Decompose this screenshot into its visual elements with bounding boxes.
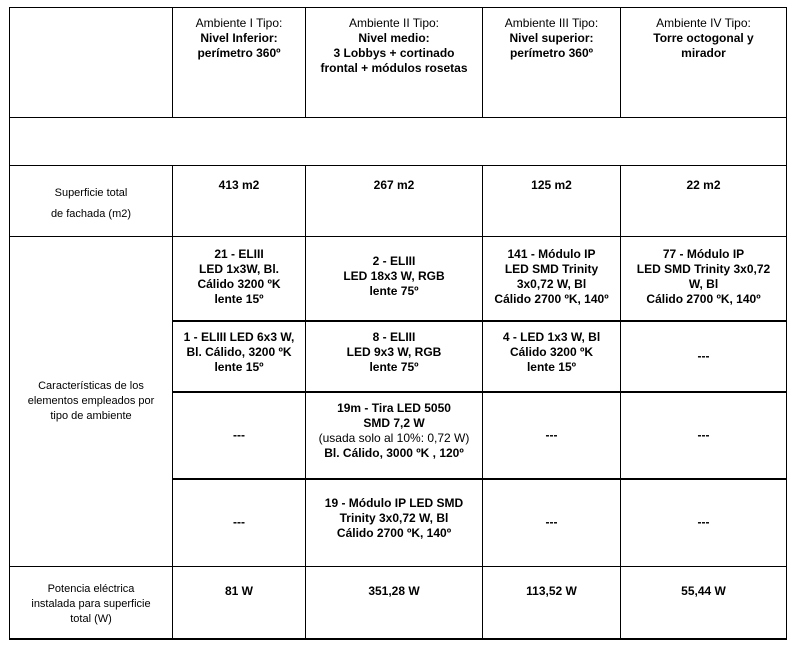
char-r3-amb4: ---	[621, 392, 787, 479]
power-amb4: 55,44 W	[621, 567, 787, 639]
header-amb3	[483, 8, 621, 118]
char-r1-amb4-l1: 77 - Módulo IP	[662, 247, 745, 261]
amb4-name2: mirador	[681, 46, 726, 60]
power-label	[10, 567, 173, 639]
char-r1-amb3-l3: 3x0,72 W, Bl	[516, 277, 587, 291]
spacer-cell	[10, 118, 787, 166]
amb3-type: Ambiente III Tipo:	[504, 16, 599, 30]
surface-amb3: 125 m2	[483, 166, 621, 237]
char-label-line1: Características de los	[38, 380, 144, 392]
char-r1-amb1-l3: Cálido 3200 ºK	[197, 277, 281, 291]
char-r1-amb2-l2: LED 18x3 W, RGB	[343, 269, 445, 283]
header-row	[10, 8, 787, 118]
amb1-name1: Nivel Inferior:	[200, 31, 278, 45]
char-r1-amb2	[306, 237, 483, 321]
lighting-table	[9, 7, 787, 640]
header-amb2	[306, 8, 483, 118]
char-r3-amb3: ---	[483, 392, 621, 479]
amb1-name2: perímetro 360º	[197, 46, 281, 60]
char-r1-amb4-l4: Cálido 2700 ºK, 140º	[646, 292, 761, 306]
char-r1-amb4-l3: W, Bl	[688, 277, 719, 291]
char-r3-amb2-l3: (usada solo al 10%: 0,72 W)	[318, 430, 470, 445]
char-r2-amb1-l2: Bl. Cálido, 3200 ºK	[186, 344, 292, 359]
char-r2-amb3-l1: 4 - LED 1x3 W, Bl	[502, 329, 601, 344]
char-r4-amb2-l1: 19 - Módulo IP LED SMD	[324, 495, 464, 510]
char-label-line3: tipo de ambiente	[50, 410, 132, 422]
char-r4-amb2	[306, 479, 483, 567]
char-r2-amb4: ---	[621, 321, 787, 392]
corner-cell	[10, 8, 173, 118]
char-r2-amb1-l1: 1 - ELIII LED 6x3 W,	[183, 329, 295, 344]
power-amb1: 81 W	[173, 567, 306, 639]
char-r1-amb1-l2: LED 1x3W, Bl.	[198, 262, 280, 276]
char-r1-amb2-l1: 2 - ELIII	[372, 254, 416, 268]
char-r2-amb1	[173, 321, 306, 392]
char-r2-amb3-l3: lente 15º	[526, 359, 577, 374]
char-r4-amb1: ---	[173, 479, 306, 567]
power-amb3: 113,52 W	[483, 567, 621, 639]
power-label-line3: total (W)	[70, 613, 112, 625]
char-r2-amb2-l1: 8 - ELIII	[372, 329, 416, 344]
char-r1-amb3-l2: LED SMD Trinity	[504, 262, 599, 276]
header-amb1	[173, 8, 306, 118]
power-label-line1: Potencia eléctrica	[47, 583, 135, 595]
char-r4-amb4: ---	[621, 479, 787, 567]
char-r1-amb4	[621, 237, 787, 321]
char-label-line2: elementos empleados por	[27, 395, 155, 407]
char-r4-amb3: ---	[483, 479, 621, 567]
amb1-type: Ambiente I Tipo:	[195, 16, 283, 30]
char-r2-amb2	[306, 321, 483, 392]
char-r1-amb3-l4: Cálido 2700 ºK, 140º	[494, 292, 609, 306]
char-r3-amb2-l1: 19m - Tira LED 5050	[337, 400, 451, 415]
char-r4-amb2-l3: Cálido 2700 ºK, 140º	[336, 525, 452, 540]
spacer-row	[10, 118, 787, 166]
char-r3-amb2-l4: Bl. Cálido, 3000 ºK , 120º	[324, 445, 464, 460]
characteristics-label	[10, 237, 173, 567]
amb2-type: Ambiente II Tipo:	[348, 16, 440, 30]
char-r3-amb1: ---	[173, 392, 306, 479]
surface-label	[10, 166, 173, 237]
char-r1-amb3-l1: 141 - Módulo IP	[507, 247, 596, 261]
char-r1-amb3	[483, 237, 621, 321]
char-r1-amb4-l2: LED SMD Trinity 3x0,72	[636, 262, 771, 276]
char-r4-amb2-l2: Trinity 3x0,72 W, Bl	[339, 510, 449, 525]
char-r2-amb3-l2: Cálido 3200 ºK	[509, 344, 594, 359]
power-label-line2: instalada para superficie	[31, 598, 151, 610]
amb3-name2: perímetro 360º	[509, 46, 594, 60]
amb4-type: Ambiente IV Tipo:	[656, 16, 751, 30]
char-r3-amb2	[306, 392, 483, 479]
amb4-name1: Torre octogonal y	[653, 31, 754, 45]
amb2-name2: 3 Lobbys + cortinado	[333, 46, 455, 60]
amb3-name1: Nivel superior:	[509, 31, 594, 45]
char-r2-amb2-l2: LED 9x3 W, RGB	[346, 344, 442, 359]
amb2-name1: Nivel medio:	[358, 31, 430, 45]
header-amb4	[621, 8, 787, 118]
char-r2-amb1-l3: lente 15º	[214, 359, 264, 374]
char-r2-amb3	[483, 321, 621, 392]
char-r1-amb1	[173, 237, 306, 321]
char-r1-amb2-l3: lente 75º	[369, 284, 419, 298]
surface-row	[10, 166, 787, 237]
char-r1-amb1-l1: 21 - ELIII	[214, 247, 264, 261]
char-r1-amb1-l4: lente 15º	[214, 292, 264, 306]
char-r2-amb2-l3: lente 75º	[369, 359, 419, 374]
surface-amb1: 413 m2	[173, 166, 306, 237]
amb2-name3: frontal + módulos rosetas	[320, 61, 468, 75]
power-row	[10, 567, 787, 639]
surface-label-line2: de fachada (m2)	[50, 208, 132, 220]
surface-label-line1: Superficie total	[54, 187, 128, 199]
surface-amb4: 22 m2	[621, 166, 787, 237]
char-r3-amb2-l2: SMD 7,2 W	[363, 415, 425, 430]
surface-amb2: 267 m2	[306, 166, 483, 237]
char-row-1	[10, 237, 787, 321]
power-amb2: 351,28 W	[306, 567, 483, 639]
